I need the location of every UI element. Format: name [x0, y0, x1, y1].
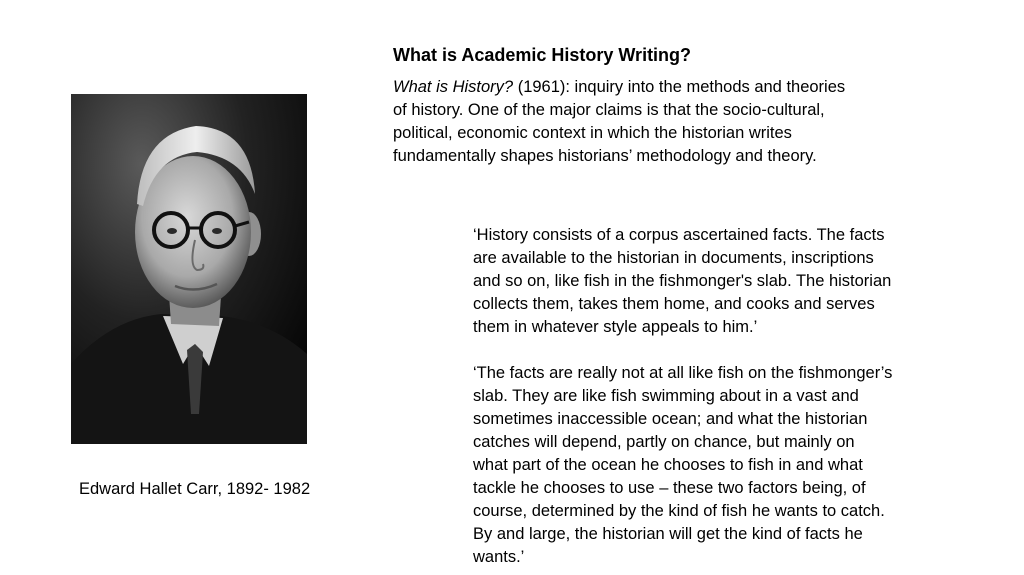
quote-first-line: are available to the historian in documents, inscriptions	[473, 249, 874, 267]
photo-caption: Edward Hallet Carr, 1892- 1982	[79, 480, 311, 498]
intro-paragraph	[393, 76, 893, 168]
intro-line-3: political, economic context in which the historian writes	[393, 124, 792, 142]
intro-line-2: of history. One of the major claims is that the socio-cultural,	[393, 101, 825, 119]
quote-second-line: what part of the ocean he chooses to fish in and what	[473, 456, 863, 474]
intro-line-4: fundamentally shapes historians’ methodology and theory.	[393, 147, 817, 165]
quote-second-line: sometimes inaccessible ocean; and what the historian	[473, 410, 868, 428]
quote-first-line: them in whatever style appeals to him.’	[473, 318, 758, 336]
quote-second-line: catches will depend, partly on chance, but mainly on	[473, 433, 855, 451]
quote-second-line: tackle he chooses to use – these two factors being, of	[473, 479, 866, 497]
quote-second-line: course, determined by the kind of fish he wants to catch.	[473, 502, 885, 520]
quote-second-line: By and large, the historian will get the kind of facts he	[473, 525, 863, 543]
intro-line-1-text: (1961): inquiry into the methods and theories	[513, 78, 846, 96]
quote-first-line: collects them, takes them home, and cooks and serves	[473, 295, 875, 313]
quote-first-line: and so on, like fish in the fishmonger's slab. The historian	[473, 272, 892, 290]
quote-second	[473, 362, 943, 569]
quote-first-line: ‘History consists of a corpus ascertained facts. The facts	[473, 226, 885, 244]
quote-second-line: ‘The facts are really not at all like fish on the fishmonger’s	[473, 364, 893, 382]
quote-first	[473, 224, 943, 339]
intro-line-1	[393, 76, 893, 99]
portrait-photo	[71, 94, 307, 444]
book-title: What is History?	[393, 78, 514, 96]
quote-second-line: slab. They are like fish swimming about in a vast and	[473, 387, 859, 405]
quote-second-line: wants.’	[473, 548, 525, 566]
portrait-illustration	[71, 94, 307, 444]
slide-title: What is Academic History Writing?	[393, 45, 692, 65]
